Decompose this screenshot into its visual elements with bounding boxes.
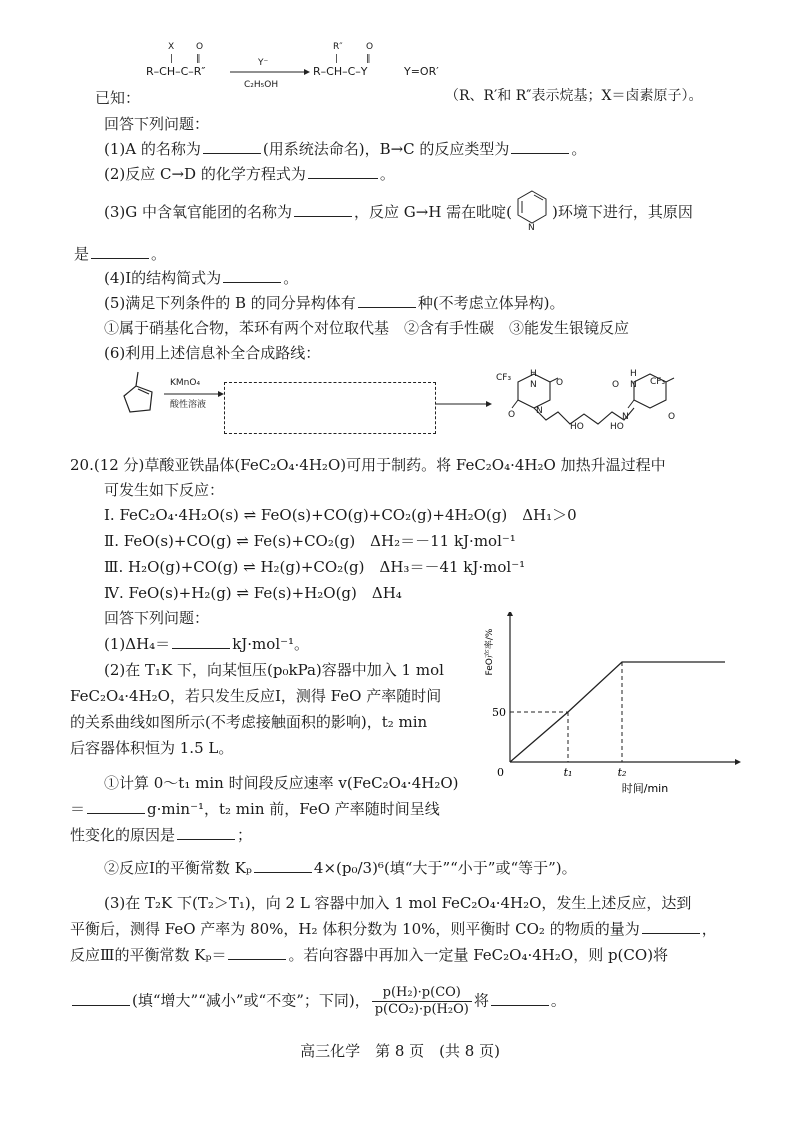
- q20-p3-c: 反应Ⅲ的平衡常数 Kₚ＝ 。若向容器中再加入一定量 FeC₂O₄·4H₂O，则 p(CO)将: [70, 946, 669, 964]
- q19-p5: (5)满足下列条件的 B 的同分异构体有 种(不考虑立体异构)。: [104, 294, 565, 312]
- reactant-x: X: [168, 42, 175, 52]
- known-prefix: 已知：: [95, 89, 141, 107]
- h-right: H: [630, 369, 637, 379]
- answer-blank[interactable]: [254, 858, 312, 873]
- q20-p3-d: (填“增大”“减小”或“不变”；下同)， $\frac{\text{p(H₂)·p(CO)}}{\text{p(CO₂)·p(H₂O)}}$ 将 。: [70, 985, 566, 1018]
- answer-blank[interactable]: [223, 268, 281, 283]
- x-tick-label: t₂: [617, 766, 627, 779]
- o-left-1: O: [556, 378, 564, 388]
- reactant-formula: R–CH–C–R″: [146, 65, 206, 78]
- x-axis-arrow: [735, 759, 741, 765]
- origin-label: 0: [497, 766, 504, 779]
- x-tick-label: t₁: [563, 766, 573, 779]
- product-r: R″: [333, 42, 343, 52]
- route-arrow-2: [436, 400, 492, 408]
- known-note: （R、R′和 R″表示烷基；X＝卤素原子）。: [445, 88, 703, 104]
- answer-blank[interactable]: [172, 634, 230, 649]
- q20-head-2: 可发生如下反应：: [104, 481, 225, 499]
- answer-box[interactable]: [224, 382, 436, 434]
- reaction-arrow: [230, 68, 310, 76]
- q19-p4: (4)Ⅰ的结构简式为 。: [104, 269, 299, 287]
- cf3-right: CF₃: [650, 377, 666, 387]
- reaction-3: Ⅲ. H₂O(g)+CO(g) ⇌ H₂(g)+CO₂(g) ΔH₃＝－41 kJ·mol⁻¹: [104, 558, 526, 576]
- feo-yield-chart: [478, 612, 748, 802]
- answer-blank[interactable]: [294, 202, 352, 217]
- reaction-2: Ⅱ. FeO(s)+CO(g) ⇌ Fe(s)+CO₂(g) ΔH₂＝－11 kJ·mol⁻¹: [104, 532, 516, 550]
- feo-yield-series-line: [510, 662, 725, 762]
- cf3-left: CF₃: [496, 373, 512, 383]
- target-molecule-structure: [494, 368, 704, 442]
- q19-intro: 回答下列问题：: [104, 115, 210, 133]
- y-definition: Y=OR′: [404, 65, 439, 78]
- reactant-o: O: [196, 42, 204, 52]
- o-right-1: O: [612, 380, 620, 390]
- o-left-2: O: [508, 410, 516, 420]
- y-axis-label: FeO产率/%: [485, 628, 495, 676]
- reaction-1: Ⅰ. FeC₂O₄·4H₂O(s) ⇌ FeO(s)+CO(g)+CO₂(g)+4H₂O(g) ΔH₁＞0: [104, 506, 577, 524]
- q19-p5-conditions: ①属于硝基化合物，苯环有两个对位取代基 ②含有手性碳 ③能发生银镜反应: [104, 319, 630, 337]
- x-axis-label: 时间/min: [621, 782, 669, 795]
- q20-p1: (1)ΔH₄＝ kJ·mol⁻¹。: [104, 635, 310, 653]
- ho-right: HO: [610, 422, 624, 432]
- answer-blank[interactable]: [228, 945, 286, 960]
- h-left: H: [530, 369, 537, 379]
- route-reagent-bottom: 酸性溶液: [170, 400, 207, 410]
- reaction-4: Ⅳ. FeO(s)+H₂(g) ⇌ Fe(s)+H₂O(g) ΔH₄: [104, 584, 402, 602]
- y-axis-arrow: [507, 612, 513, 616]
- q20-head: 20.(12 分)草酸亚铁晶体(FeC₂O₄·4H₂O)可用于制药。将 FeC₂O₄·4H₂O 加热升温过程中: [70, 456, 666, 474]
- answer-blank[interactable]: [177, 825, 235, 840]
- reagent-bottom: C₂H₅OH: [244, 80, 279, 90]
- page-footer: 高三化学 第 8 页 (共 8 页): [300, 1042, 500, 1060]
- q20-p2-1c: 性变化的原因是 ；: [70, 826, 253, 844]
- route-reagent-top: KMnO₄: [170, 378, 201, 388]
- answer-blank[interactable]: [203, 139, 261, 154]
- pressure-fraction: $\frac{\text{p(H₂)·p(CO)}}{\text{p(CO₂)·p(H₂O)}}$: [372, 985, 472, 1018]
- reagent-top: Y⁻: [258, 58, 269, 68]
- answer-blank[interactable]: [358, 293, 416, 308]
- q19-p2: (2)反应 C→D 的化学方程式为 。: [104, 165, 395, 183]
- answer-blank[interactable]: [642, 919, 700, 934]
- answer-blank[interactable]: [491, 991, 549, 1006]
- n-right-1: N: [630, 380, 637, 390]
- q20-p2-line-2: FeC₂O₄·4H₂O，若只发生反应Ⅰ，测得 FeO 产率随时间: [70, 687, 442, 705]
- o-right-2: O: [668, 412, 676, 422]
- product-formula: R–CH–C–Y: [313, 65, 368, 78]
- route-arrow-1: [164, 390, 224, 398]
- answer-blank[interactable]: [72, 991, 130, 1006]
- q20-p2-line-1: (2)在 T₁K 下，向某恒压(p₀kPa)容器中加入 1 mol: [104, 661, 444, 679]
- q20-p3-a: (3)在 T₂K 下(T₂＞T₁)，向 2 L 容器中加入 1 mol FeC₂O₄·4H₂O，发生上述反应，达到: [104, 894, 692, 912]
- product-o: O: [366, 42, 374, 52]
- answer-blank[interactable]: [87, 799, 145, 814]
- q20-p2-line-3: 的关系曲线如图所示(不考虑接触面积的影响)，t₂ min: [70, 713, 428, 731]
- answer-blank[interactable]: [511, 139, 569, 154]
- q20-p2-1b: ＝ g·min⁻¹，t₂ min 前，FeO 产率随时间呈线: [70, 800, 440, 818]
- answer-blank[interactable]: [91, 244, 149, 259]
- q19-p6: (6)利用上述信息补全合成路线：: [104, 344, 321, 362]
- y-tick-label: 50: [492, 706, 506, 719]
- n-left-1: N: [530, 380, 537, 390]
- q20-p2-2: ②反应Ⅰ的平衡常数 Kₚ 4×(p₀/3)⁶(填“大于”“小于”或“等于”)。: [104, 859, 577, 877]
- q20-p3-b: 平衡后，测得 FeO 产率为 80%，H₂ 体积分数为 10%，则平衡时 CO₂ 的物质的量为 ，: [70, 920, 717, 938]
- ho-left: HO: [570, 422, 584, 432]
- q19-p3: (3)G 中含氧官能团的名称为 ，反应 G→H 需在吡啶( N )环境下进行，其原因: [104, 202, 693, 223]
- n-right-2: N: [622, 412, 629, 422]
- q20-intro: 回答下列问题：: [104, 609, 210, 627]
- q19-p3-cont: 是 。: [74, 245, 167, 263]
- pyridine-structure: N: [512, 203, 552, 223]
- q20-p2-line-4: 后容器体积恒为 1.5 L。: [70, 739, 234, 757]
- answer-blank[interactable]: [308, 164, 378, 179]
- q20-p2-1a: ①计算 0～t₁ min 时间段反应速率 v(FeC₂O₄·4H₂O): [104, 774, 459, 792]
- n-left-2: N: [536, 406, 543, 416]
- q19-p1: (1)A 的名称为 (用系统法命名)，B→C 的反应类型为 。: [104, 140, 587, 158]
